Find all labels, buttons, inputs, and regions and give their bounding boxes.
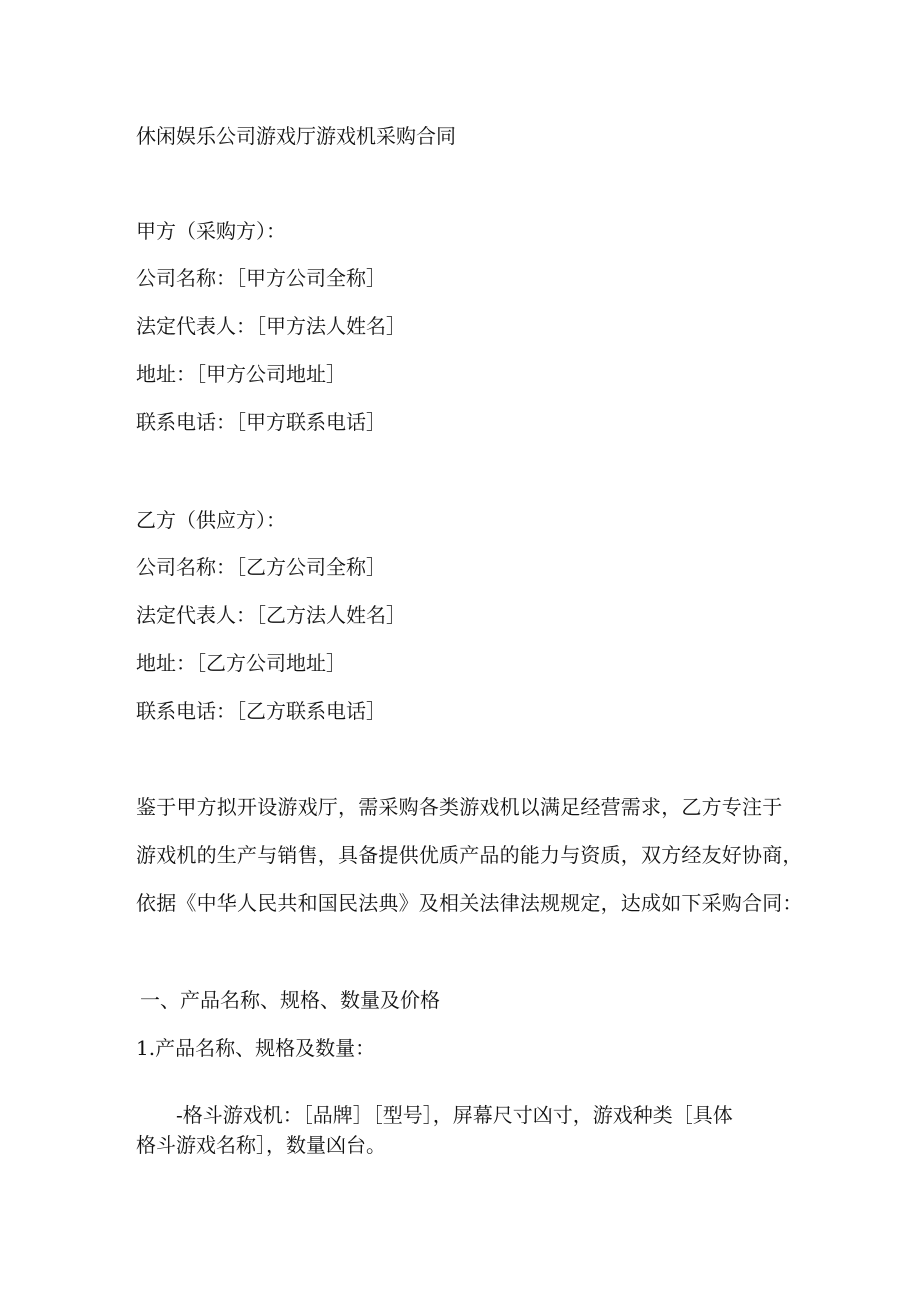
section-1-heading: 一、产品名称、规格、数量及价格 bbox=[140, 988, 440, 1012]
preamble-line-1: 鉴于甲方拟开设游戏厅，需采购各类游戏机以满足经营需求，乙方专注于 bbox=[136, 795, 783, 819]
contract-title: 休闲娱乐公司游戏厅游戏机采购合同 bbox=[136, 124, 456, 148]
party-b-representative: 法定代表人：［乙方法人姓名］ bbox=[136, 603, 406, 627]
party-a-phone: 联系电话：［甲方联系电话］ bbox=[136, 410, 386, 434]
party-b-heading: 乙方（供应方）： bbox=[136, 508, 286, 532]
party-a-company: 公司名称：［甲方公司全称］ bbox=[136, 266, 386, 290]
party-b-phone: 联系电话：［乙方联系电话］ bbox=[136, 699, 386, 723]
item-fighting-machine-line-2: 格斗游戏名称］，数量凶台。 bbox=[136, 1133, 386, 1157]
party-a-heading: 甲方（采购方）： bbox=[136, 219, 286, 243]
party-a-address: 地址：［甲方公司地址］ bbox=[136, 362, 346, 386]
party-a-representative: 法定代表人：［甲方法人姓名］ bbox=[136, 314, 406, 338]
party-b-company: 公司名称：［乙方公司全称］ bbox=[136, 555, 386, 579]
item-fighting-machine-line-1: -格斗游戏机：［品牌］［型号］，屏幕尺寸凶寸，游戏种类［具体 bbox=[176, 1103, 733, 1127]
party-b-address: 地址：［乙方公司地址］ bbox=[136, 651, 346, 675]
preamble-line-2: 游戏机的生产与销售，具备提供优质产品的能力与资质，双方经友好协商， bbox=[136, 843, 803, 867]
section-1-subheading: 1.产品名称、规格及数量： bbox=[136, 1036, 376, 1060]
preamble-line-3: 依据《中华人民共和国民法典》及相关法律法规规定，达成如下采购合同： bbox=[136, 891, 803, 915]
